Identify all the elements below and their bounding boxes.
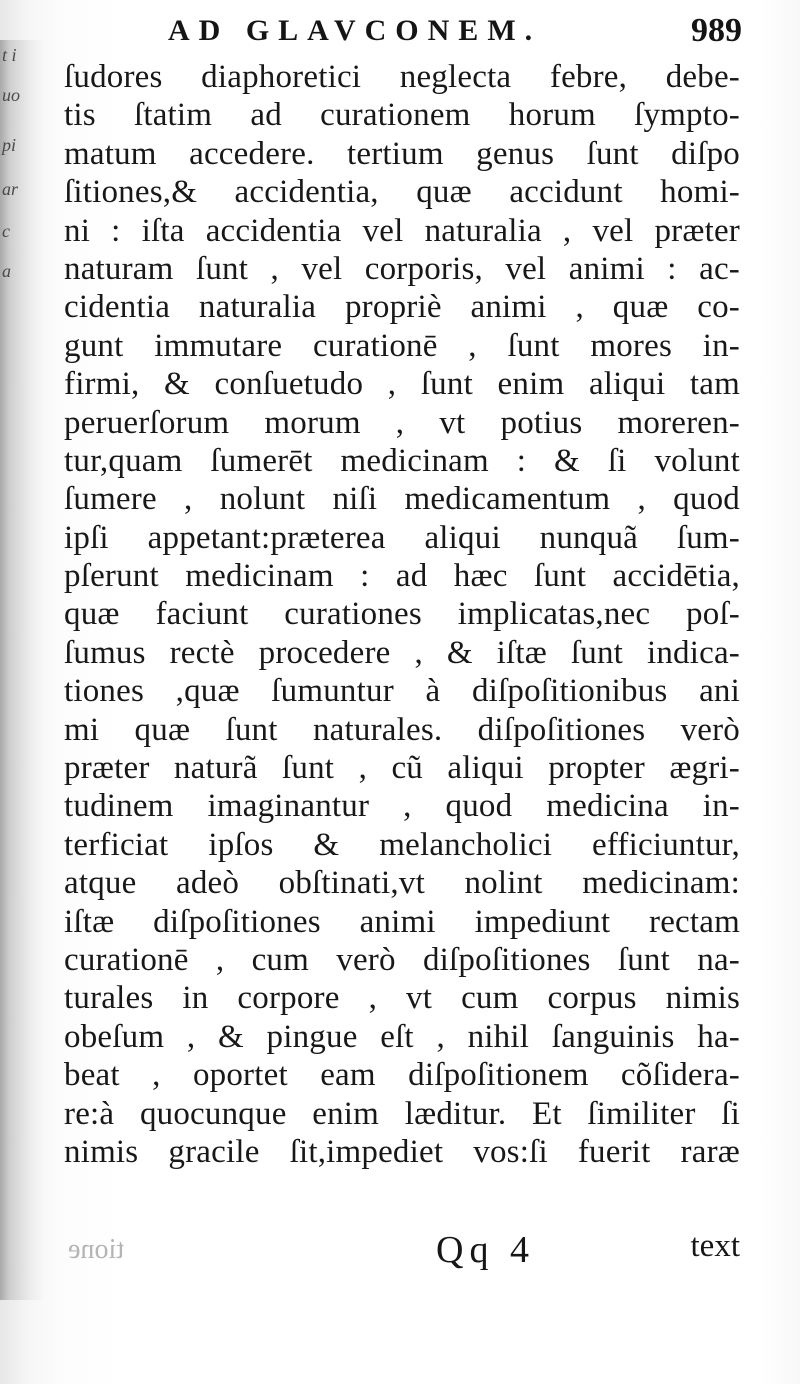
catchword: text <box>690 1228 740 1264</box>
page-number: 989 <box>691 12 742 49</box>
text-line: ni : iſta accidentia vel naturalia , vel præter <box>64 212 740 249</box>
text-line: naturam ſunt , vel corporis, vel animi : ac- <box>64 250 740 287</box>
text-line: ſumus rectè procedere , & iſtæ ſunt indica- <box>64 634 740 671</box>
margin-fragment: uo <box>2 85 20 105</box>
text-line: ſumere , nolunt niſi medicamentum , quod <box>64 481 740 518</box>
text-line: ipſi appetant:præterea aliqui nunquã ſum- <box>64 519 740 556</box>
margin-fragment: a <box>2 261 11 281</box>
text-line: mi quæ ſunt naturales. diſpoſitiones verò <box>64 711 740 748</box>
text-line: ſudores diaphoretici neglecta febre, debe- <box>64 59 740 95</box>
text-line: tur,quam ſumerēt medicinam : & ſi volunt <box>64 442 740 479</box>
margin-fragment: c <box>2 221 10 241</box>
text-line: quæ faciunt curationes implicatas,nec poſ- <box>64 596 740 633</box>
text-line: gunt immutare curationē , ſunt mores in- <box>64 327 740 364</box>
text-line: matum accedere. tertium genus ſunt diſpo <box>64 135 740 172</box>
bleed-through-text: tione <box>68 1234 124 1265</box>
text-line: nimis gracile ſit,impediet vos:ſi fuerit raræ <box>64 1133 740 1170</box>
text-line: terficiat ipſos & melancholici efficiuntur, <box>64 826 740 863</box>
text-line: pſerunt medicinam : ad hæc ſunt accidētia, <box>64 558 740 595</box>
text-line: tis ſtatim ad curationem horum ſympto- <box>64 97 740 134</box>
margin-fragment: pi <box>2 135 17 155</box>
margin-fragment: t i <box>2 45 17 65</box>
text-line: iſtæ diſpoſitiones animi impediunt rectam <box>64 903 740 940</box>
text-line: cidentia naturalia propriè animi , quæ co- <box>64 289 740 326</box>
facing-page-gutter <box>0 40 44 1300</box>
page-footer <box>64 1228 740 1278</box>
running-head: AD GLAVCONEM. <box>168 14 542 47</box>
text-line: tiones ,quæ ſumuntur à diſpoſitionibus ani <box>64 673 740 710</box>
text-line: peruerſorum morum , vt potius moreren- <box>64 404 740 441</box>
text-line: curationē , cum verò diſpoſitiones ſunt na- <box>64 941 740 978</box>
text-line: tudinem imaginantur , quod medicina in- <box>64 788 740 825</box>
text-line: beat , oportet eam diſpoſitionem cõſidera- <box>64 1057 740 1094</box>
text-line: atque adeò obſtinati,vt nolint medicinam: <box>64 865 740 902</box>
text-line: ſitiones,& accidentia, quæ accidunt homi- <box>64 174 740 211</box>
text-line: re:à quocunque enim læditur. Et ſimiliter ſi <box>64 1095 740 1132</box>
signature-mark: Qq 4 <box>436 1229 535 1271</box>
text-line: obeſum , & pingue eſt , nihil ſanguinis ha- <box>64 1018 740 1055</box>
margin-fragment: ar <box>2 179 19 199</box>
body-text <box>64 58 740 1171</box>
text-line: firmi, & conſuetudo , ſunt enim aliqui tam <box>64 366 740 403</box>
text-line: turales in corpore , vt cum corpus nimis <box>64 980 740 1017</box>
page-header <box>168 14 748 54</box>
text-line: præter naturã ſunt , cũ aliqui propter ægri- <box>64 750 740 787</box>
